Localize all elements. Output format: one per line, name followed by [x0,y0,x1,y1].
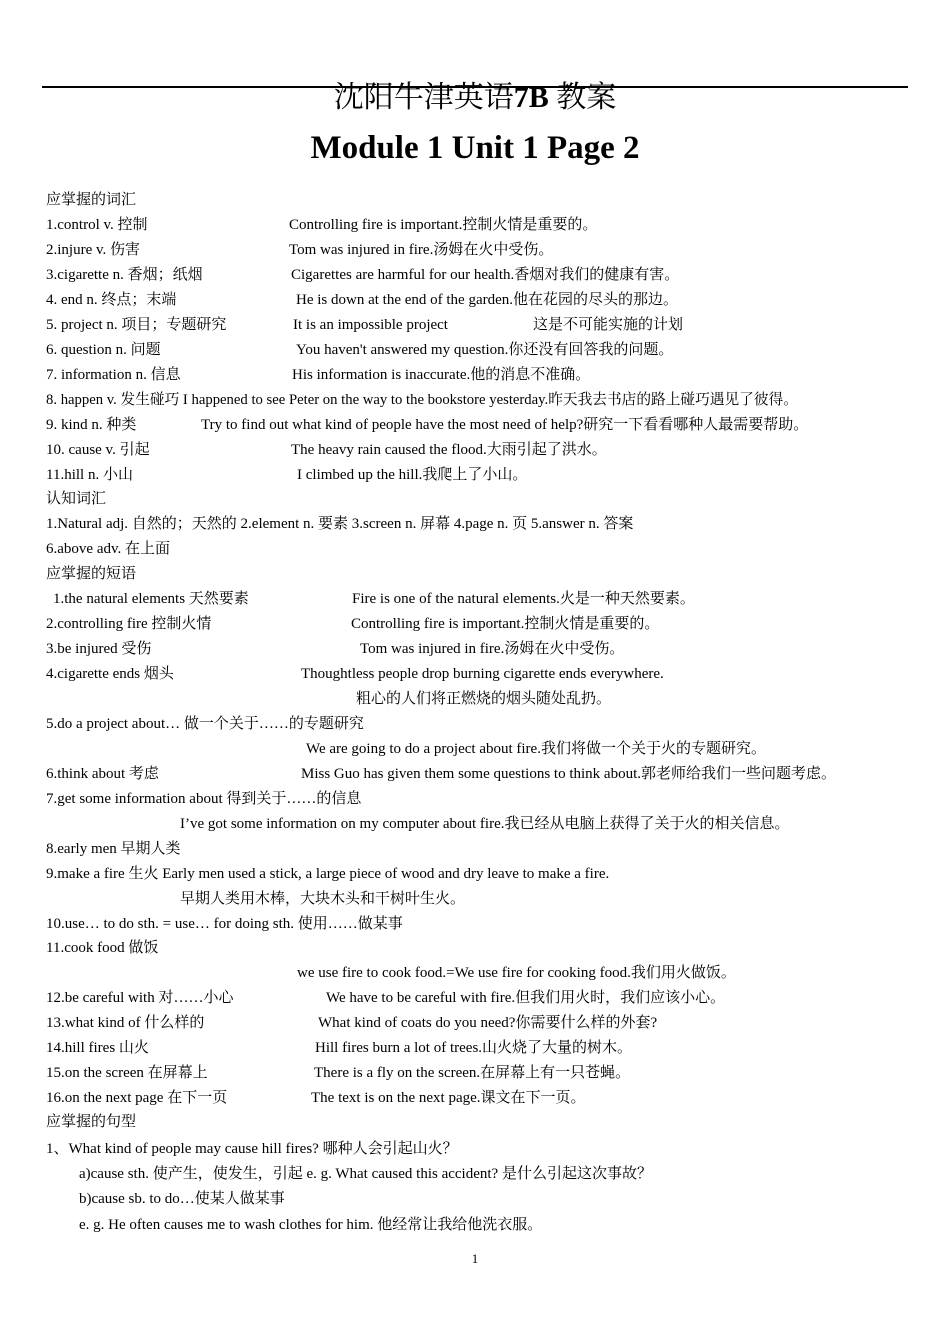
vocab-term: 5. project n. 项目；专题研究 [46,317,227,333]
vocab-example: His information is inaccurate.他的消息不准确。 [292,367,591,383]
phrase-term: 1.the natural elements 天然要素 [53,591,249,607]
vocab-example: You haven't answered my question.你还没有回答我的问题。 [296,342,674,358]
phrase-term: 12.be careful with 对……小心 [46,990,234,1006]
document-title [0,78,950,118]
title-grade: 7B [513,81,549,114]
phrase-example: Thoughtless people drop burning cigarette ends everywhere. [301,666,664,682]
phrase-term: 5.do a project about… 做一个关于……的专题研究 [46,716,364,732]
phrase-term: 16.on the next page 在下一页 [46,1090,228,1106]
vocab-example: The heavy rain caused the flood.大雨引起了洪水。 [291,442,607,458]
phrase-term: 13.what kind of 什么样的 [46,1015,205,1031]
vocab-term: 8. happen v. 发生碰巧 I happened to see Peter on the way to the bookstore yesterday.昨天我去书店的路上碰巧遇见了彼得。 [46,392,798,408]
vocab-example: Controlling fire is important.控制火情是重要的。 [289,217,598,233]
phrase-term: 4.cigarette ends 烟头 [46,666,174,682]
recog-line: 6.above adv. 在上面 [46,541,170,557]
vocab-term: 9. kind n. 种类 [46,417,137,433]
phrase-example: Tom was injured in fire.汤姆在火中受伤。 [360,641,625,657]
phrase-example: There is a fly on the screen.在屏幕上有一只苍蝇。 [314,1065,631,1081]
section-heading-recog: 认知词汇 [46,491,107,507]
section-heading-patterns: 应掌握的句型 [46,1114,137,1130]
phrase-term: 10.use… to do sth. = use… for doing sth. 使用……做某事 [46,916,403,932]
vocab-example: Try to find out what kind of people have the most need of help?研究一下看看哪种人最需要帮助。 [201,417,809,433]
vocab-translation: 这是不可能实施的计划 [533,317,684,333]
phrase-term: 11.cook food 做饭 [46,940,159,956]
vocab-example: I climbed up the hill.我爬上了小山。 [297,467,528,483]
phrase-example: What kind of coats do you need?你需要什么样的外套? [318,1015,658,1031]
vocab-term: 4. end n. 终点；末端 [46,292,177,308]
vocab-example: Cigarettes are harmful for our health.香烟对我们的健康有害。 [291,267,680,283]
document-subtitle: Module 1 Unit 1 Page 2 [310,130,640,166]
vocab-term: 6. question n. 问题 [46,342,161,358]
phrase-example: Hill fires burn a lot of trees.山火烧了大量的树木。 [315,1040,633,1056]
phrase-term: 2.controlling fire 控制火情 [46,616,212,632]
pattern-point-a: a)cause sth. 使产生，使发生，引起 e. g. What caused this accident? 是什么引起这次事故？ [79,1166,652,1182]
vocab-term: 10. cause v. 引起 [46,442,150,458]
phrase-term: 3.be injured 受伤 [46,641,152,657]
vocab-example: It is an impossible project [293,317,448,333]
phrase-example: We have to be careful with fire.但我们用火时，我们应该小心。 [326,990,726,1006]
phrase-term: 8.early men 早期人类 [46,841,181,857]
vocab-term: 3.cigarette n. 香烟；纸烟 [46,267,203,283]
phrase-term: 9.make a fire 生火 Early men used a stick, a large piece of wood and dry leave to make a fire. [46,866,610,882]
vocab-term: 2.injure v. 伤害 [46,242,141,258]
vocab-example: He is down at the end of the garden.他在花园的尽头的那边。 [296,292,679,308]
phrase-term: 15.on the screen 在屏幕上 [46,1065,208,1081]
title-doc-type: 教案 [556,81,617,114]
phrase-translation: 粗心的人们将正燃烧的烟头随处乱扔。 [356,691,612,707]
vocab-term: 11.hill n. 小山 [46,467,133,483]
vocab-term: 1.control v. 控制 [46,217,148,233]
phrase-example: Miss Guo has given them some questions to think about.郭老师给我们一些问题考虑。 [301,766,836,782]
phrase-example: The text is on the next page.课文在下一页。 [311,1090,586,1106]
phrase-example: I’ve got some information on my computer about fire.我已经从电脑上获得了关于火的相关信息。 [180,816,790,832]
phrase-example: Controlling fire is important.控制火情是重要的。 [351,616,660,632]
page-number: 1 [471,1251,479,1266]
section-heading-vocab: 应掌握的词汇 [46,192,137,208]
phrase-term: 7.get some information about 得到关于……的信息 [46,791,362,807]
pattern-question: 1、What kind of people may cause hill fires? 哪种人会引起山火？ [46,1141,458,1157]
vocab-term: 7. information n. 信息 [46,367,181,383]
phrase-example: we use fire to cook food.=We use fire for cooking food.我们用火做饭。 [297,965,736,981]
pattern-point-b: b)cause sb. to do…使某人做某事 [79,1191,285,1207]
vocab-example: Tom was injured in fire.汤姆在火中受伤。 [289,242,554,258]
title-school: 沈阳牛津英语 [333,81,514,114]
phrase-example: Fire is one of the natural elements.火是一种天然要素。 [352,591,695,607]
recog-line: 1.Natural adj. 自然的；天然的 2.element n. 要素 3.screen n. 屏幕 4.page n. 页 5.answer n. 答案 [46,516,634,532]
phrase-term: 6.think about 考虑 [46,766,159,782]
phrase-example: We are going to do a project about fire.我们将做一个关于火的专题研究。 [306,741,766,757]
pattern-example: e. g. He often causes me to wash clothes for him. 他经常让我给他洗衣服。 [79,1217,543,1233]
phrase-translation: 早期人类用木棒，大块木头和干树叶生火。 [180,891,466,907]
phrase-term: 14.hill fires 山火 [46,1040,149,1056]
section-heading-phrases: 应掌握的短语 [46,566,137,582]
